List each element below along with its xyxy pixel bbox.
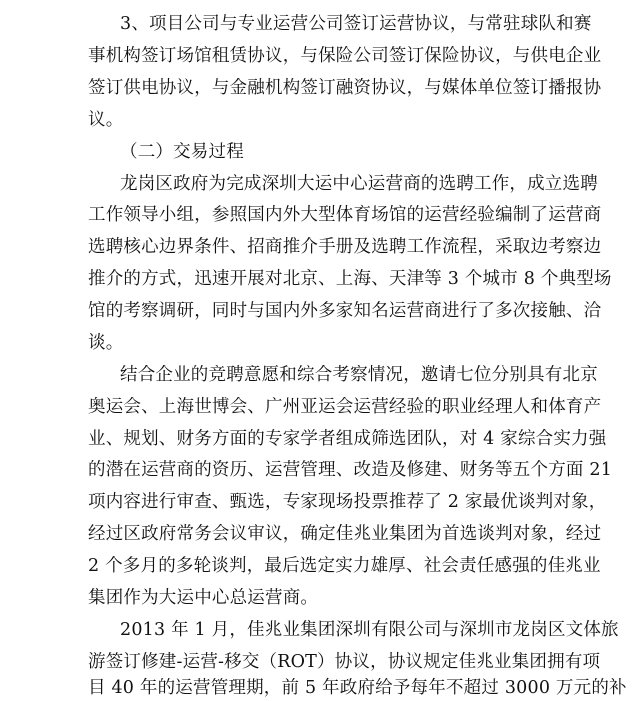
- paragraph-line: 馆的考察调研，同时与国内外多家知名运营商进行了多次接触、洽: [88, 301, 602, 321]
- paragraph-line: 2 个多月的多轮谈判，最后选定实力雄厚、社会责任感强的佳兆业: [88, 556, 601, 576]
- paragraph-line: 签订供电协议，与金融机构签订融资协议，与媒体单位签订播报协: [88, 78, 602, 98]
- paragraph-line: 3、项目公司与专业运营公司签订运营协议，与常驻球队和赛: [120, 14, 592, 34]
- section-heading: （二）交易过程: [120, 142, 244, 162]
- paragraph-line: 推介的方式，迅速开展对北京、上海、天津等 3 个城市 8 个典型场: [88, 269, 612, 289]
- paragraph-line: 议。: [88, 110, 124, 130]
- paragraph-line: 的潜在运营商的资历、运营管理、改造及修建、财务等五个方面 21: [88, 460, 613, 480]
- paragraph-line: 项内容进行审查、甄选，专家现场投票推荐了 2 家最优谈判对象，: [88, 492, 607, 512]
- paragraph-line: 事机构签订场馆租赁协议，与保险公司签订保险协议，与供电企业: [88, 46, 602, 66]
- paragraph-line: 2013 年 1 月，佳兆业集团深圳有限公司与深圳市龙岗区文体旅: [120, 620, 619, 640]
- paragraph-line: 龙岗区政府为完成深圳大运中心运营商的选聘工作，成立选聘: [120, 174, 598, 194]
- paragraph-line: 选聘核心边界条件、招商推介手册及选聘工作流程，采取边考察边: [88, 237, 602, 257]
- paragraph-line: 游签订修建-运营-移交（ROT）协议，协议规定佳兆业集团拥有项: [88, 652, 601, 672]
- paragraph-line: 奥运会、上海世博会、广州亚运会运营经验的职业经理人和体育产: [88, 397, 602, 417]
- paragraph-line: 工作领导小组，参照国内外大型体育场馆的运营经验编制了运营商: [88, 205, 602, 225]
- paragraph-line: 业、规划、财务方面的专家学者组成筛选团队，对 4 家综合实力强: [88, 429, 607, 449]
- paragraph-line: 目 40 年的运营管理期，前 5 年政府给予每年不超过 3000 万元的补: [88, 678, 627, 698]
- paragraph-line: 谈。: [88, 333, 124, 353]
- paragraph-line: 集团作为大运中心总运营商。: [88, 588, 319, 608]
- paragraph-line: 经过区政府常务会议审议，确定佳兆业集团为首选谈判对象，经过: [88, 524, 602, 544]
- paragraph-line: 结合企业的竞聘意愿和综合考察情况，邀请七位分别具有北京: [120, 365, 598, 385]
